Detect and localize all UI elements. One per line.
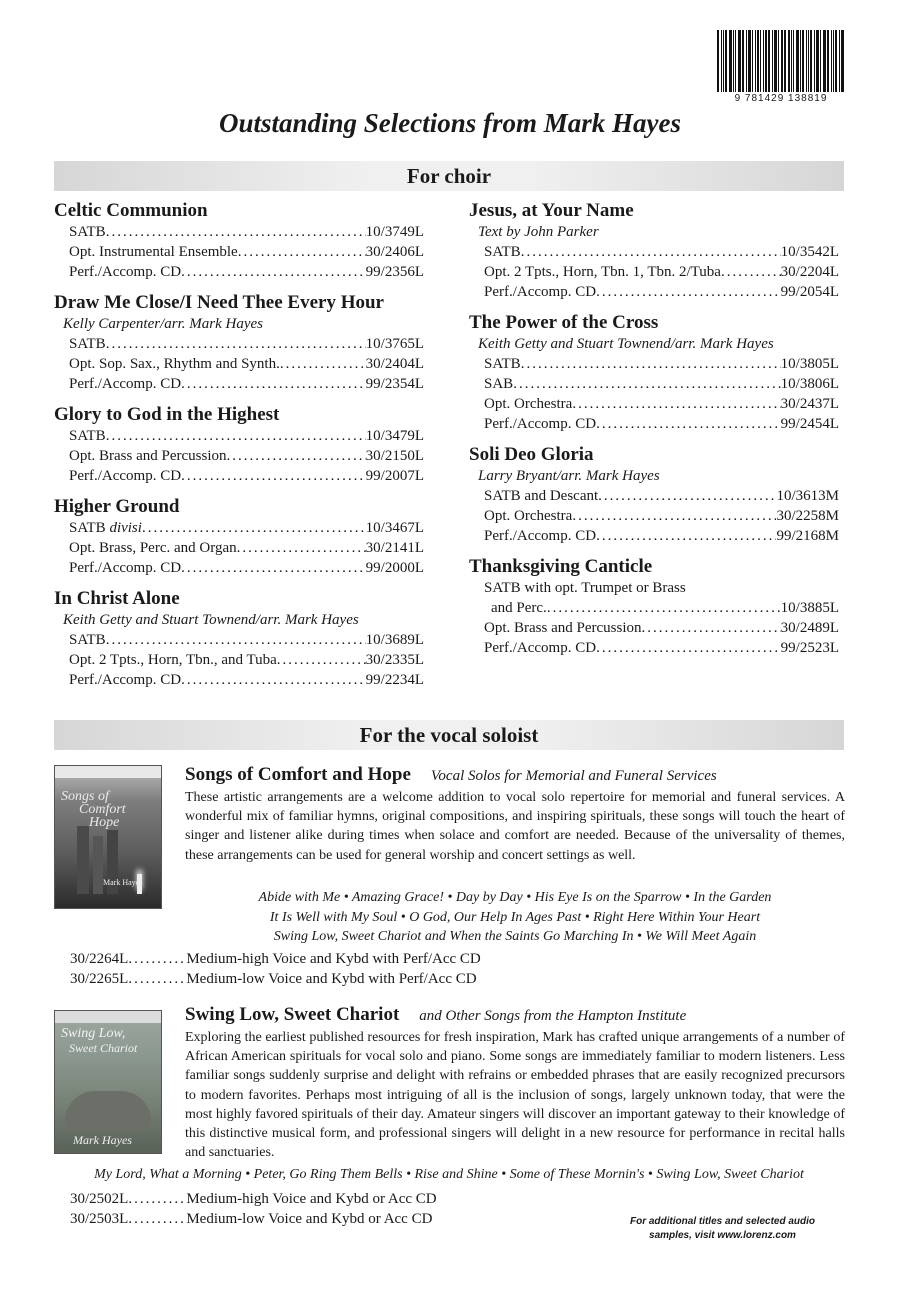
- dot-leader: [547, 598, 781, 618]
- edition-label: [484, 486, 598, 506]
- barcode-bar: [793, 30, 794, 92]
- swing-low-song-list: [54, 1165, 844, 1185]
- edition-label-text: SATB: [69, 336, 106, 352]
- edition-code: 99/2356L: [365, 264, 424, 280]
- songs-of-comfort-title: Songs of Comfort and Hope: [185, 764, 411, 785]
- edition-line: [469, 282, 839, 302]
- edition-label-text: Perf./Accomp. CD: [484, 528, 597, 544]
- edition-label: [484, 354, 521, 374]
- order-code: 30/2264L: [70, 951, 129, 967]
- edition-label-text: SATB and Descant: [484, 488, 599, 504]
- barcode-bars: [717, 30, 845, 92]
- choir-item: [469, 444, 839, 546]
- edition-label-text: Perf./Accomp. CD: [484, 416, 597, 432]
- choir-item: [469, 556, 839, 658]
- dot-leader: [106, 630, 366, 650]
- edition-label: [69, 558, 181, 578]
- edition-label: [69, 334, 106, 354]
- song-list-line: My Lord, What a Morning • Peter, Go Ring Them Bells • Rise and Shine • Some of These Mornin's • Swing Low, Sweet Chariot: [94, 1167, 804, 1182]
- edition-line: [54, 262, 424, 282]
- choir-item-title: Jesus, at Your Name: [469, 200, 634, 221]
- barcode-bar: [725, 30, 727, 92]
- edition-code: 10/3749L: [365, 224, 424, 240]
- edition-label-text: Opt. Orchestra: [484, 508, 573, 524]
- order-code: 30/2265L: [70, 971, 129, 987]
- choir-item: [469, 312, 839, 434]
- barcode-bar: [816, 30, 819, 92]
- edition-code: 10/3765L: [365, 336, 424, 352]
- edition-line: [54, 374, 424, 394]
- barcode-bar: [814, 30, 815, 92]
- barcode-bar: [806, 30, 807, 92]
- edition-line: [54, 558, 424, 578]
- edition-label: [484, 638, 596, 658]
- edition-label: [69, 650, 277, 670]
- edition-code: 30/2141L: [365, 540, 424, 556]
- edition-code: 99/2523L: [780, 640, 839, 656]
- edition-label: [484, 526, 596, 546]
- edition-label-text: Opt. 2 Tpts., Horn, Tbn. 1, Tbn. 2/Tuba: [484, 264, 721, 280]
- edition-code: 99/2168M: [776, 528, 839, 544]
- edition-label: [491, 598, 547, 618]
- cover1-text-2: Comfort: [79, 802, 126, 817]
- edition-label-text: Opt. Orchestra: [484, 396, 573, 412]
- swing-low-description: Exploring the earliest published resources for fresh inspiration, Mark has crafted unique arrangements of a number of African American spirituals for vocal solo and piano. Some songs are immediately familiar to modern listeners. Less familiar songs suddenly surprise and delight with refrains or embedded phrases that are easily recognized precursors to modern favorites. Perhaps most intriguing of all is the inclusion of songs, largely unknown today, that were the most highly favored spirituals of their day. Amateur singers will discover an important gateway to their knowledge of this distinctive musical form, and professional singers will delight in a new resource for performance in recital halls and sanctuaries.: [185, 1030, 845, 1161]
- swing-low-cover-image: [54, 1010, 162, 1154]
- barcode-bar: [733, 30, 734, 92]
- barcode-bar: [839, 30, 840, 92]
- barcode-bar: [808, 30, 809, 92]
- barcode-bar: [760, 30, 761, 92]
- order-line: [70, 969, 481, 989]
- choir-section-header: [54, 161, 844, 191]
- cover1-text-1: Songs of: [61, 789, 109, 804]
- edition-line: [469, 618, 839, 638]
- edition-label: [69, 630, 106, 650]
- edition-code: 10/3467L: [365, 520, 424, 536]
- edition-line: [54, 446, 424, 466]
- edition-code: 10/3806L: [780, 376, 839, 392]
- barcode-bar: [752, 30, 753, 92]
- edition-code: 10/3542L: [780, 244, 839, 260]
- barcode-bar: [835, 30, 837, 92]
- edition-label-text: Perf./Accomp. CD: [69, 468, 182, 484]
- barcode-bar: [781, 30, 782, 92]
- barcode-bar: [768, 30, 770, 92]
- edition-code: 99/2454L: [780, 416, 839, 432]
- dot-leader: [572, 394, 780, 414]
- choir-item-credit: Larry Bryant/arr. Mark Hayes: [478, 468, 660, 484]
- edition-code: 30/2406L: [365, 244, 424, 260]
- edition-line: [54, 334, 424, 354]
- edition-label-text: Opt. Brass, Perc. and Organ: [69, 540, 237, 556]
- dot-leader: [227, 446, 366, 466]
- cover1-text-3: Hope: [89, 815, 120, 830]
- barcode-bar: [738, 30, 739, 92]
- dot-leader: [106, 222, 366, 242]
- edition-label-text: Opt. 2 Tpts., Horn, Tbn., and Tuba: [69, 652, 277, 668]
- order-line: [70, 1189, 437, 1209]
- dot-leader: [106, 334, 366, 354]
- edition-label-text: SATB with opt. Trumpet or Brass: [484, 580, 686, 596]
- edition-label: [484, 394, 572, 414]
- barcode-bar: [757, 30, 759, 92]
- dot-leader: [598, 486, 776, 506]
- edition-line: [469, 598, 839, 618]
- soloist-section-header: [54, 720, 844, 750]
- edition-code: 10/3479L: [365, 428, 424, 444]
- order-line: [70, 1209, 437, 1229]
- edition-code: 30/2404L: [365, 356, 424, 372]
- edition-label-text: Opt. Instrumental Ensemble: [69, 244, 238, 260]
- edition-label-text: Perf./Accomp. CD: [69, 560, 182, 576]
- edition-label-text: and Perc.: [491, 600, 547, 616]
- order-description: Medium-low Voice and Kybd or Acc CD: [186, 1211, 433, 1227]
- dot-leader: [642, 618, 781, 638]
- choir-item-title: Soli Deo Gloria: [469, 444, 594, 465]
- edition-label: [69, 242, 238, 262]
- songs-of-comfort-orders: [70, 949, 481, 989]
- edition-code: 99/2000L: [365, 560, 424, 576]
- edition-label-italic: divisi: [109, 520, 142, 536]
- dot-leader: [142, 518, 366, 538]
- order-description: Medium-high Voice and Kybd or Acc CD: [186, 1191, 437, 1207]
- edition-code: 10/3885L: [780, 600, 839, 616]
- edition-label-text: Opt. Brass and Percussion: [69, 448, 227, 464]
- edition-code: 99/2007L: [365, 468, 424, 484]
- dot-leader: [181, 466, 366, 486]
- barcode-bar: [810, 30, 812, 92]
- choir-item-title: Thanksgiving Canticle: [469, 556, 653, 577]
- barcode-bar: [833, 30, 834, 92]
- choir-item-credit: Text by John Parker: [478, 224, 599, 240]
- edition-code: 30/2204L: [780, 264, 839, 280]
- edition-label: [69, 466, 181, 486]
- cover2-author: Mark Hayes: [73, 1133, 132, 1147]
- edition-line: [469, 578, 839, 598]
- edition-code: 10/3805L: [780, 356, 839, 372]
- barcode-number: 9 781429 138819: [734, 93, 828, 104]
- edition-label-text: SATB: [484, 356, 521, 372]
- edition-label: [484, 414, 596, 434]
- choir-item: [54, 200, 424, 282]
- dot-leader: [521, 354, 781, 374]
- choir-item-title: In Christ Alone: [54, 588, 180, 609]
- choir-item-credit: Keith Getty and Stuart Townend/arr. Mark Hayes: [478, 336, 774, 352]
- footer-line-2: samples, visit www.lorenz.com: [649, 1230, 796, 1241]
- dot-leader: [181, 262, 366, 282]
- edition-label: [69, 354, 280, 374]
- edition-code: 10/3613M: [776, 488, 839, 504]
- edition-line: [469, 262, 839, 282]
- dot-leader: [237, 538, 366, 558]
- barcode-bar: [755, 30, 756, 92]
- soloist-heading: For the vocal soloist: [359, 723, 539, 747]
- choir-item: [54, 404, 424, 486]
- edition-label-text: Perf./Accomp. CD: [484, 640, 597, 656]
- song-list-line: It Is Well with My Soul • O God, Our Help In Ages Past • Right Here Within Your Heart: [269, 909, 761, 925]
- edition-label-text: SATB: [69, 520, 106, 536]
- barcode-bar: [824, 30, 826, 92]
- edition-code: 10/3689L: [365, 632, 424, 648]
- dot-leader: [596, 638, 781, 658]
- edition-line: [469, 242, 839, 262]
- order-description: Medium-high Voice and Kybd with Perf/Acc CD: [186, 951, 481, 967]
- barcode-bar: [717, 30, 719, 92]
- edition-line: [54, 242, 424, 262]
- edition-label: [69, 446, 227, 466]
- dot-leader: [596, 282, 781, 302]
- order-code: 30/2502L: [70, 1191, 129, 1207]
- edition-label: [484, 242, 521, 262]
- edition-line: [469, 486, 839, 506]
- edition-label: [69, 222, 106, 242]
- edition-label-text: SATB: [484, 244, 521, 260]
- choir-item-credit: Kelly Carpenter/arr. Mark Hayes: [63, 316, 263, 332]
- edition-label: [69, 670, 181, 690]
- edition-label-text: Perf./Accomp. CD: [69, 264, 182, 280]
- dot-leader: [596, 526, 776, 546]
- cover2-text-1: Swing Low,: [61, 1026, 126, 1041]
- dot-leader: [513, 374, 780, 394]
- edition-code: 99/2354L: [365, 376, 424, 392]
- edition-line: [469, 638, 839, 658]
- edition-label: [69, 518, 142, 538]
- barcode-bar: [748, 30, 751, 92]
- choir-item: [469, 200, 839, 302]
- barcode-bar: [742, 30, 744, 92]
- barcode-bar: [827, 30, 829, 92]
- edition-label: [69, 262, 181, 282]
- isbn-barcode: [717, 30, 845, 110]
- edition-label-text: SATB: [69, 632, 106, 648]
- barcode-bar: [788, 30, 790, 92]
- edition-label-text: Perf./Accomp. CD: [69, 672, 182, 688]
- barcode-bar: [765, 30, 767, 92]
- edition-line: [54, 538, 424, 558]
- footer-note: [600, 1215, 845, 1243]
- choir-right-column: [469, 200, 839, 668]
- edition-code: 99/2234L: [365, 672, 424, 688]
- edition-code: 30/2489L: [780, 620, 839, 636]
- order-code: 30/2503L: [70, 1211, 129, 1227]
- barcode-bar: [763, 30, 764, 92]
- swing-low-subtitle: and Other Songs from the Hampton Institute: [419, 1008, 687, 1024]
- dot-leader: [106, 426, 366, 446]
- choir-item: [54, 588, 424, 690]
- barcode-bar: [796, 30, 799, 92]
- dot-leader: [521, 242, 781, 262]
- edition-line: [54, 650, 424, 670]
- edition-label: [484, 578, 686, 598]
- barcode-bar: [782, 30, 783, 92]
- barcode-bar: [729, 30, 732, 92]
- songs-of-comfort-description: These artistic arrangements are a welcome addition to vocal solo repertoire for memorial and funeral services. A wonderful mix of familiar hymns, original compositions, and inspiring spirituals, these songs will touch the heart of singer and listener alike during times when solace and comfort are needed. Because of the universality of themes, these arrangements can be used for general worship and concert settings as well.: [185, 790, 845, 863]
- edition-line: [54, 354, 424, 374]
- barcode-bar: [802, 30, 804, 92]
- order-line: [70, 949, 481, 969]
- edition-label: [69, 374, 181, 394]
- edition-line: [469, 354, 839, 374]
- dot-leader: [277, 650, 366, 670]
- edition-label-text: SATB: [69, 224, 106, 240]
- barcode-bar: [723, 30, 724, 92]
- edition-label-text: Opt. Brass and Percussion: [484, 620, 642, 636]
- songs-of-comfort-block: [185, 764, 845, 865]
- choir-item-title: Higher Ground: [54, 496, 180, 517]
- swing-low-block: [185, 1004, 845, 1162]
- song-list-line: Abide with Me • Amazing Grace! • Day by Day • His Eye Is on the Sparrow • In the Garden: [258, 890, 772, 905]
- edition-label-text: Opt. Sop. Sax., Rhythm and Synth.: [69, 356, 280, 372]
- choir-item-title: Celtic Communion: [54, 200, 208, 221]
- barcode-bar: [778, 30, 779, 92]
- edition-code: 30/2335L: [365, 652, 424, 668]
- songs-of-comfort-song-list: [185, 888, 845, 947]
- choir-item-credit: Keith Getty and Stuart Townend/arr. Mark Hayes: [63, 612, 359, 628]
- barcode-bar: [739, 30, 741, 92]
- edition-label-text: SAB: [484, 376, 514, 392]
- cover2-text-2: Sweet Chariot: [69, 1041, 138, 1055]
- edition-code: 30/2437L: [780, 396, 839, 412]
- order-description: Medium-low Voice and Kybd with Perf/Acc CD: [186, 971, 477, 987]
- dot-leader: [572, 506, 776, 526]
- edition-label-text: Perf./Accomp. CD: [69, 376, 182, 392]
- swing-low-title: Swing Low, Sweet Chariot: [185, 1004, 400, 1025]
- barcode-bar: [823, 30, 824, 92]
- edition-line: [469, 506, 839, 526]
- choir-item-title: Glory to God in the Highest: [54, 404, 280, 425]
- barcode-bar: [791, 30, 792, 92]
- edition-code: 30/2150L: [365, 448, 424, 464]
- edition-label: [69, 538, 237, 558]
- edition-line: [54, 222, 424, 242]
- edition-label: [484, 282, 596, 302]
- edition-code: 30/2258M: [776, 508, 839, 524]
- barcode-bar: [721, 30, 722, 92]
- song-list-line: Swing Low, Sweet Chariot and When the Saints Go Marching In • We Will Meet Again: [273, 929, 757, 944]
- edition-line: [54, 670, 424, 690]
- edition-code: 99/2054L: [780, 284, 839, 300]
- songs-of-comfort-cover-image: [54, 765, 162, 909]
- barcode-bar: [746, 30, 747, 92]
- dot-leader: [181, 374, 366, 394]
- barcode-bar: [820, 30, 821, 92]
- edition-line: [54, 426, 424, 446]
- edition-label: [484, 374, 513, 394]
- choir-item-title: Draw Me Close/I Need Thee Every Hour: [54, 292, 384, 313]
- barcode-bar: [784, 30, 786, 92]
- edition-line: [469, 374, 839, 394]
- cover1-author: Mark Hayes: [103, 878, 143, 887]
- dot-leader: [238, 242, 366, 262]
- dot-leader: [596, 414, 781, 434]
- dot-leader: [181, 558, 366, 578]
- barcode-bar: [735, 30, 736, 92]
- edition-line: [469, 414, 839, 434]
- edition-line: [469, 394, 839, 414]
- barcode-bar: [831, 30, 832, 92]
- choir-item: [54, 292, 424, 394]
- barcode-bar: [774, 30, 777, 92]
- songs-of-comfort-subtitle: Vocal Solos for Memorial and Funeral Services: [430, 768, 717, 784]
- dot-leader: [280, 354, 366, 374]
- dot-leader: [721, 262, 781, 282]
- edition-label: [484, 618, 642, 638]
- choir-heading: For choir: [406, 164, 492, 188]
- edition-label-text: Perf./Accomp. CD: [484, 284, 597, 300]
- choir-item: [54, 496, 424, 578]
- page-title: Outstanding Selections from Mark Hayes: [218, 108, 682, 138]
- barcode-bar: [772, 30, 773, 92]
- edition-label-text: SATB: [69, 428, 106, 444]
- edition-label: [484, 506, 572, 526]
- swing-low-orders: [70, 1189, 437, 1229]
- dot-leader: [181, 670, 366, 690]
- edition-line: [54, 518, 424, 538]
- edition-label: [69, 426, 106, 446]
- choir-left-column: [54, 200, 424, 700]
- edition-line: [54, 466, 424, 486]
- edition-line: [469, 526, 839, 546]
- barcode-bar: [841, 30, 844, 92]
- edition-label: [484, 262, 721, 282]
- footer-line-1: For additional titles and selected audio: [629, 1216, 816, 1227]
- edition-line: [54, 630, 424, 650]
- barcode-bar: [800, 30, 801, 92]
- choir-item-title: The Power of the Cross: [469, 312, 659, 333]
